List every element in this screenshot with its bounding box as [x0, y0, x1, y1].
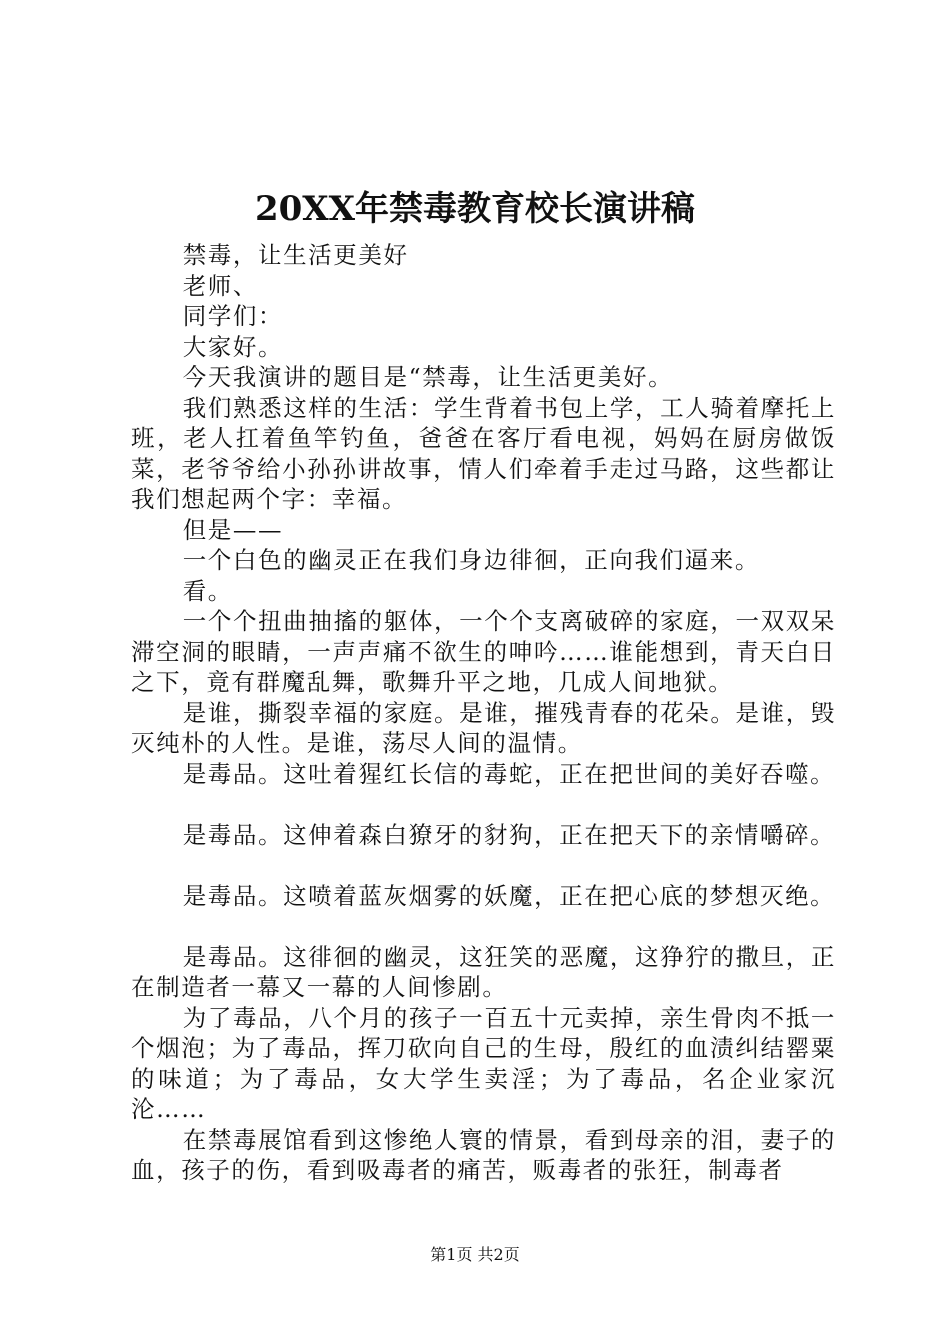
page-footer: 第1页 共2页 — [430, 1245, 520, 1264]
paragraph: 我们熟悉这样的生活：学生背着书包上学，工人骑着摩托上班，老人扛着鱼竿钓鱼，爸爸在客厅看电视，妈妈在厨房做饭菜，老爷爷给小孙孙讲故事，情人们牵着手走过马路，这些都让我们想起两个字：幸福。 — [131, 393, 836, 513]
paragraph: 禁毒，让生活更美好 — [182, 241, 409, 269]
paragraph: 是谁，撕裂幸福的家庭。是谁，摧残青春的花朵。是谁，毁灭纯朴的人性。是谁，荡尽人间的温情。 — [131, 698, 836, 757]
paragraph: 一个个扭曲抽搐的躯体，一个个支离破碎的家庭，一双双呆滞空洞的眼睛，一声声痛不欲生的呻吟……谁能想到，青天白日之下，竟有群魔乱舞，歌舞升平之地，几成人间地狱。 — [131, 607, 836, 696]
paragraph: 看。 — [182, 576, 233, 605]
paragraph: 大家好。 — [182, 332, 284, 361]
paragraph: 是毒品。这吐着猩红长信的毒蛇，正在把世间的美好吞噬。 — [182, 759, 836, 788]
paragraph: 是毒品。这喷着蓝灰烟雾的妖魔，正在把心底的梦想灭绝。 — [182, 881, 836, 910]
document-body — [131, 240, 836, 1186]
paragraph: 今天我演讲的题目是“禁毒，让生活更美好。 — [182, 363, 674, 391]
paragraph: 老师、 — [182, 271, 258, 300]
paragraph: 在禁毒展馆看到这惨绝人寰的情景，看到母亲的泪，妻子的血，孩子的伤，看到吸毒者的痛苦，贩毒者的张狂，制毒者 — [131, 1125, 836, 1184]
document-title: 20XX年禁毒教育校长演讲稿 — [254, 189, 696, 229]
paragraph: 同学们： — [182, 302, 284, 330]
paragraph: 为了毒品，八个月的孩子一百五十元卖掉，亲生骨肉不抵一个烟泡；为了毒品，挥刀砍向自己的生母，殷红的血渍纠结罂粟的味道；为了毒品，女大学生卖淫；为了毒品，名企业家沉沦…… — [131, 1003, 836, 1123]
paragraph: 是毒品。这徘徊的幽灵，这狂笑的恶魔，这狰狞的撒旦，正在制造者一幕又一幕的人间惨剧。 — [131, 942, 836, 1001]
paragraph: 一个白色的幽灵正在我们身边徘徊，正向我们逼来。 — [182, 546, 760, 574]
paragraph: 是毒品。这伸着森白獠牙的豺狗，正在把天下的亲情嚼碎。 — [182, 820, 836, 849]
paragraph: 但是—— — [182, 515, 284, 544]
